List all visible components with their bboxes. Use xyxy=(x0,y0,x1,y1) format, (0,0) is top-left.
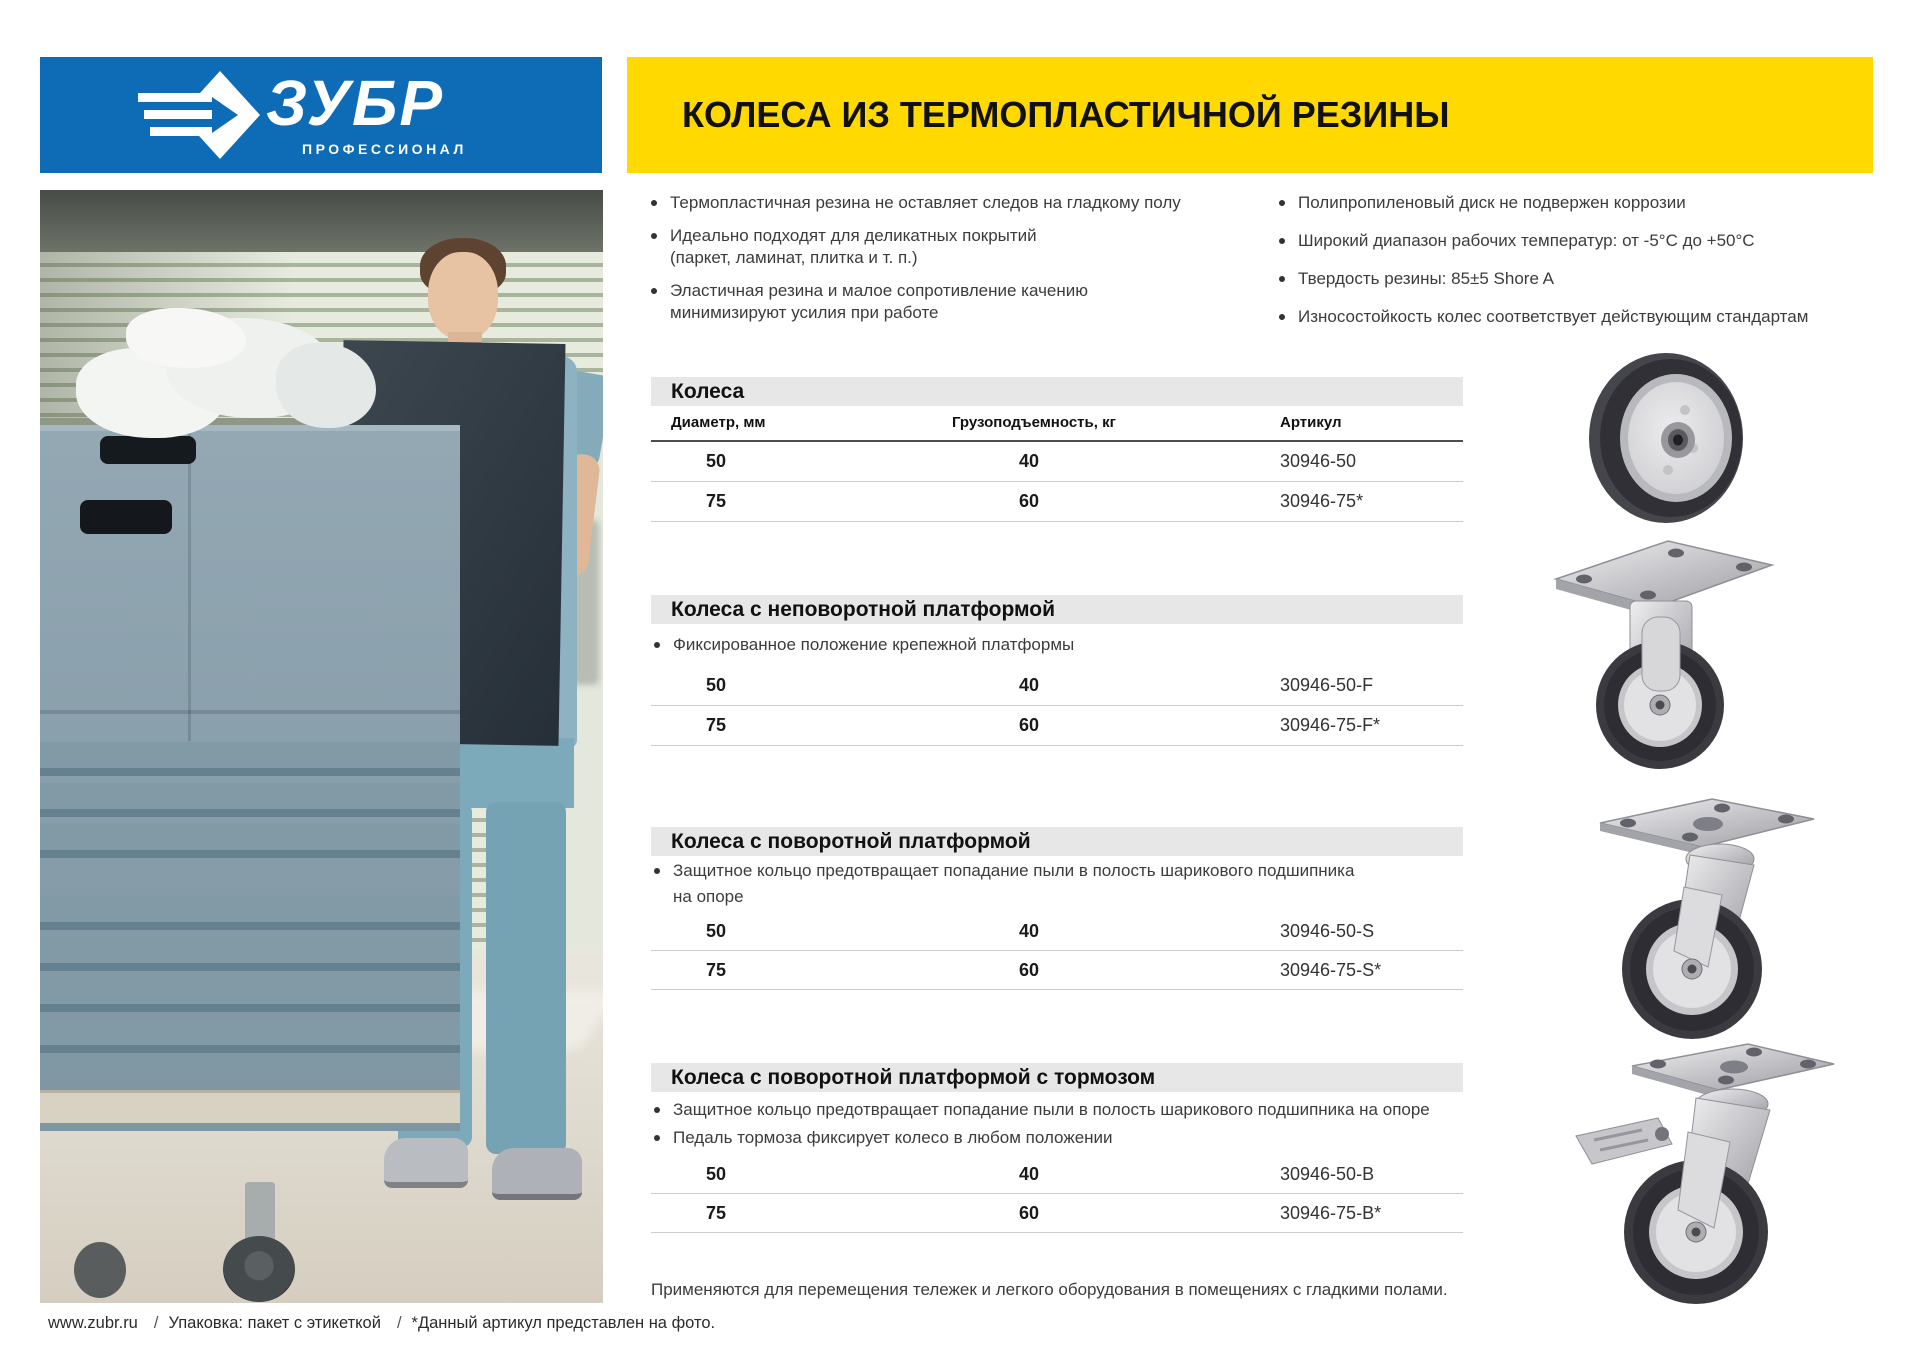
asterisk-footnote: *Данный артикул представлен на фото. xyxy=(411,1314,716,1332)
feature-text: Эластичная резина и малое сопротивление качению минимизируют усилия при работе xyxy=(670,281,1089,322)
feature-text: Твердость резины: 85±5 Shore A xyxy=(1298,269,1555,288)
cell-capacity: 40 xyxy=(1018,675,1040,695)
table-row xyxy=(651,482,1463,522)
photo-cart-drawer xyxy=(40,896,460,930)
page-title: КОЛЕСА ИЗ ТЕРМОПЛАСТИЧНОЙ РЕЗИНЫ xyxy=(682,94,1450,135)
photo-man-shoe xyxy=(492,1148,582,1200)
table-note xyxy=(651,632,1463,658)
table-title: Колеса с поворотной платформой xyxy=(651,827,1463,856)
photo-ceiling-band xyxy=(40,190,603,252)
fixed-platform-caster-icon xyxy=(1548,533,1780,773)
photo-cart-drawer xyxy=(40,978,460,1012)
feature-text: Полипропиленовый диск не подвержен коррозии xyxy=(1298,193,1686,212)
column-header-capacity: Грузоподъемность, кг xyxy=(952,414,1116,431)
footer-separator: / xyxy=(396,1314,402,1332)
cell-sku: 30946-75-F* xyxy=(1280,715,1381,735)
feature-item xyxy=(1276,192,1876,214)
photo-cart-handle xyxy=(100,436,196,464)
table-row xyxy=(651,1194,1463,1233)
website-link[interactable]: www.zubr.ru xyxy=(48,1314,138,1332)
feature-item xyxy=(1276,268,1876,290)
swivel-platform-caster-icon xyxy=(1570,793,1835,1043)
feature-item xyxy=(648,280,1150,324)
cell-capacity: 40 xyxy=(1018,920,1040,941)
cell-capacity: 60 xyxy=(1018,959,1040,980)
feature-list-left xyxy=(648,192,1260,335)
photo-cart-drawer xyxy=(40,824,460,858)
cell-capacity: 60 xyxy=(1018,715,1040,735)
feature-item xyxy=(1276,230,1876,252)
cell-diameter: 50 xyxy=(705,451,727,471)
column-header-diameter: Диаметр, мм xyxy=(671,414,766,431)
cell-sku: 30946-50-S xyxy=(1280,920,1375,941)
table-note xyxy=(651,858,1373,910)
cell-sku: 30946-75-S* xyxy=(1280,959,1382,980)
application-note: Применяются для перемещения тележек и легкого оборудования в помещениях с гладкими полами. xyxy=(651,1280,1448,1299)
feature-item xyxy=(648,225,1090,269)
table-note-text: Защитное кольцо предотвращает попадание пыли в полость шарикового подшипника на опоре xyxy=(673,861,1355,906)
footer-separator: / xyxy=(153,1314,159,1332)
table-note xyxy=(651,1125,1463,1150)
photo-cart-drawer xyxy=(40,1019,460,1053)
cell-sku: 30946-75-B* xyxy=(1280,1202,1382,1223)
page-footer xyxy=(48,1314,721,1333)
table-note-text: Фиксированное положение крепежной платформы xyxy=(673,635,1075,654)
photo-cart-drawer xyxy=(40,783,460,817)
zubr-logo-icon xyxy=(136,67,262,163)
photo-man-shoe xyxy=(384,1138,468,1188)
feature-text: Идеально подходят для деликатных покрытий (паркет, ламинат, плитка и т. п.) xyxy=(670,226,1037,267)
cell-capacity: 40 xyxy=(1018,1163,1040,1184)
table-wheels xyxy=(651,377,1463,522)
cell-capacity: 40 xyxy=(1018,451,1040,471)
feature-text: Износостойкость колес соответствует действующим стандартам xyxy=(1298,307,1809,326)
feature-list-right xyxy=(1276,192,1876,344)
photo-cart-seam xyxy=(188,431,191,741)
table-notes xyxy=(651,1092,1463,1155)
cell-sku: 30946-75* xyxy=(1280,491,1364,511)
cell-sku: 30946-50-B xyxy=(1280,1163,1375,1184)
table-fixed-platform xyxy=(651,595,1463,746)
table-notes xyxy=(651,856,1463,912)
cell-capacity: 60 xyxy=(1018,491,1040,511)
table-notes xyxy=(651,624,1463,666)
swivel-brake-caster-icon xyxy=(1546,1040,1842,1308)
cell-diameter: 50 xyxy=(705,920,727,941)
cell-sku: 30946-50 xyxy=(1280,451,1357,471)
table-title: Колеса с поворотной платформой с тормозом xyxy=(651,1063,1463,1092)
table-note xyxy=(651,1097,1463,1122)
brand-tagline: ПРОФЕССИОНАЛ xyxy=(302,141,467,157)
table-column-headers xyxy=(651,406,1463,442)
column-header-sku: Артикул xyxy=(1280,414,1342,431)
feature-item xyxy=(648,192,1260,214)
page-title-banner xyxy=(627,57,1873,173)
brand-logo-block xyxy=(40,57,602,173)
feature-item xyxy=(1276,306,1876,328)
cell-diameter: 75 xyxy=(705,1202,727,1223)
feature-text: Термопластичная резина не оставляет следов на гладкому полу xyxy=(670,193,1181,212)
photo-cart-drawer xyxy=(40,937,460,971)
photo-cart-caster-fork xyxy=(245,1182,275,1244)
product-photo xyxy=(40,190,603,1303)
table-note-text: Защитное кольцо предотвращает попадание пыли в полость шарикового подшипника на опоре xyxy=(673,1100,1430,1119)
table-title: Колеса с неповоротной платформой xyxy=(651,595,1463,624)
cell-diameter: 75 xyxy=(705,491,727,511)
cell-diameter: 50 xyxy=(705,675,727,695)
photo-cart-drawer xyxy=(40,742,460,776)
table-row xyxy=(651,706,1463,746)
photo-cart-base xyxy=(40,1090,460,1123)
cell-capacity: 60 xyxy=(1018,1202,1040,1223)
table-row xyxy=(651,666,1463,706)
photo-man-leg xyxy=(486,802,566,1154)
photo-cart-caster-wheel xyxy=(74,1242,126,1298)
table-row xyxy=(651,951,1463,990)
cell-diameter: 75 xyxy=(705,959,727,980)
brand-name: ЗУБР xyxy=(266,67,445,139)
photo-cart-seam xyxy=(40,710,460,714)
photo-cart-handle xyxy=(80,500,172,534)
table-row xyxy=(651,912,1463,951)
cell-diameter: 75 xyxy=(705,715,727,735)
table-note-text: Педаль тормоза фиксирует колесо в любом положении xyxy=(673,1128,1113,1147)
photo-man-face xyxy=(428,252,498,340)
wheel-front-icon xyxy=(1588,350,1748,525)
table-row xyxy=(651,442,1463,482)
cell-diameter: 50 xyxy=(705,1163,727,1184)
table-swivel-brake xyxy=(651,1063,1463,1233)
packaging-note: Упаковка: пакет с этикеткой xyxy=(168,1314,381,1332)
photo-cart-caster-wheel xyxy=(223,1236,295,1302)
table-row xyxy=(651,1155,1463,1194)
table-title: Колеса xyxy=(651,377,1463,406)
cell-sku: 30946-50-F xyxy=(1280,675,1374,695)
feature-text: Широкий диапазон рабочих температур: от -5°С до +50°С xyxy=(1298,231,1755,250)
table-swivel-platform xyxy=(651,827,1463,990)
photo-linens-pile xyxy=(76,308,376,438)
